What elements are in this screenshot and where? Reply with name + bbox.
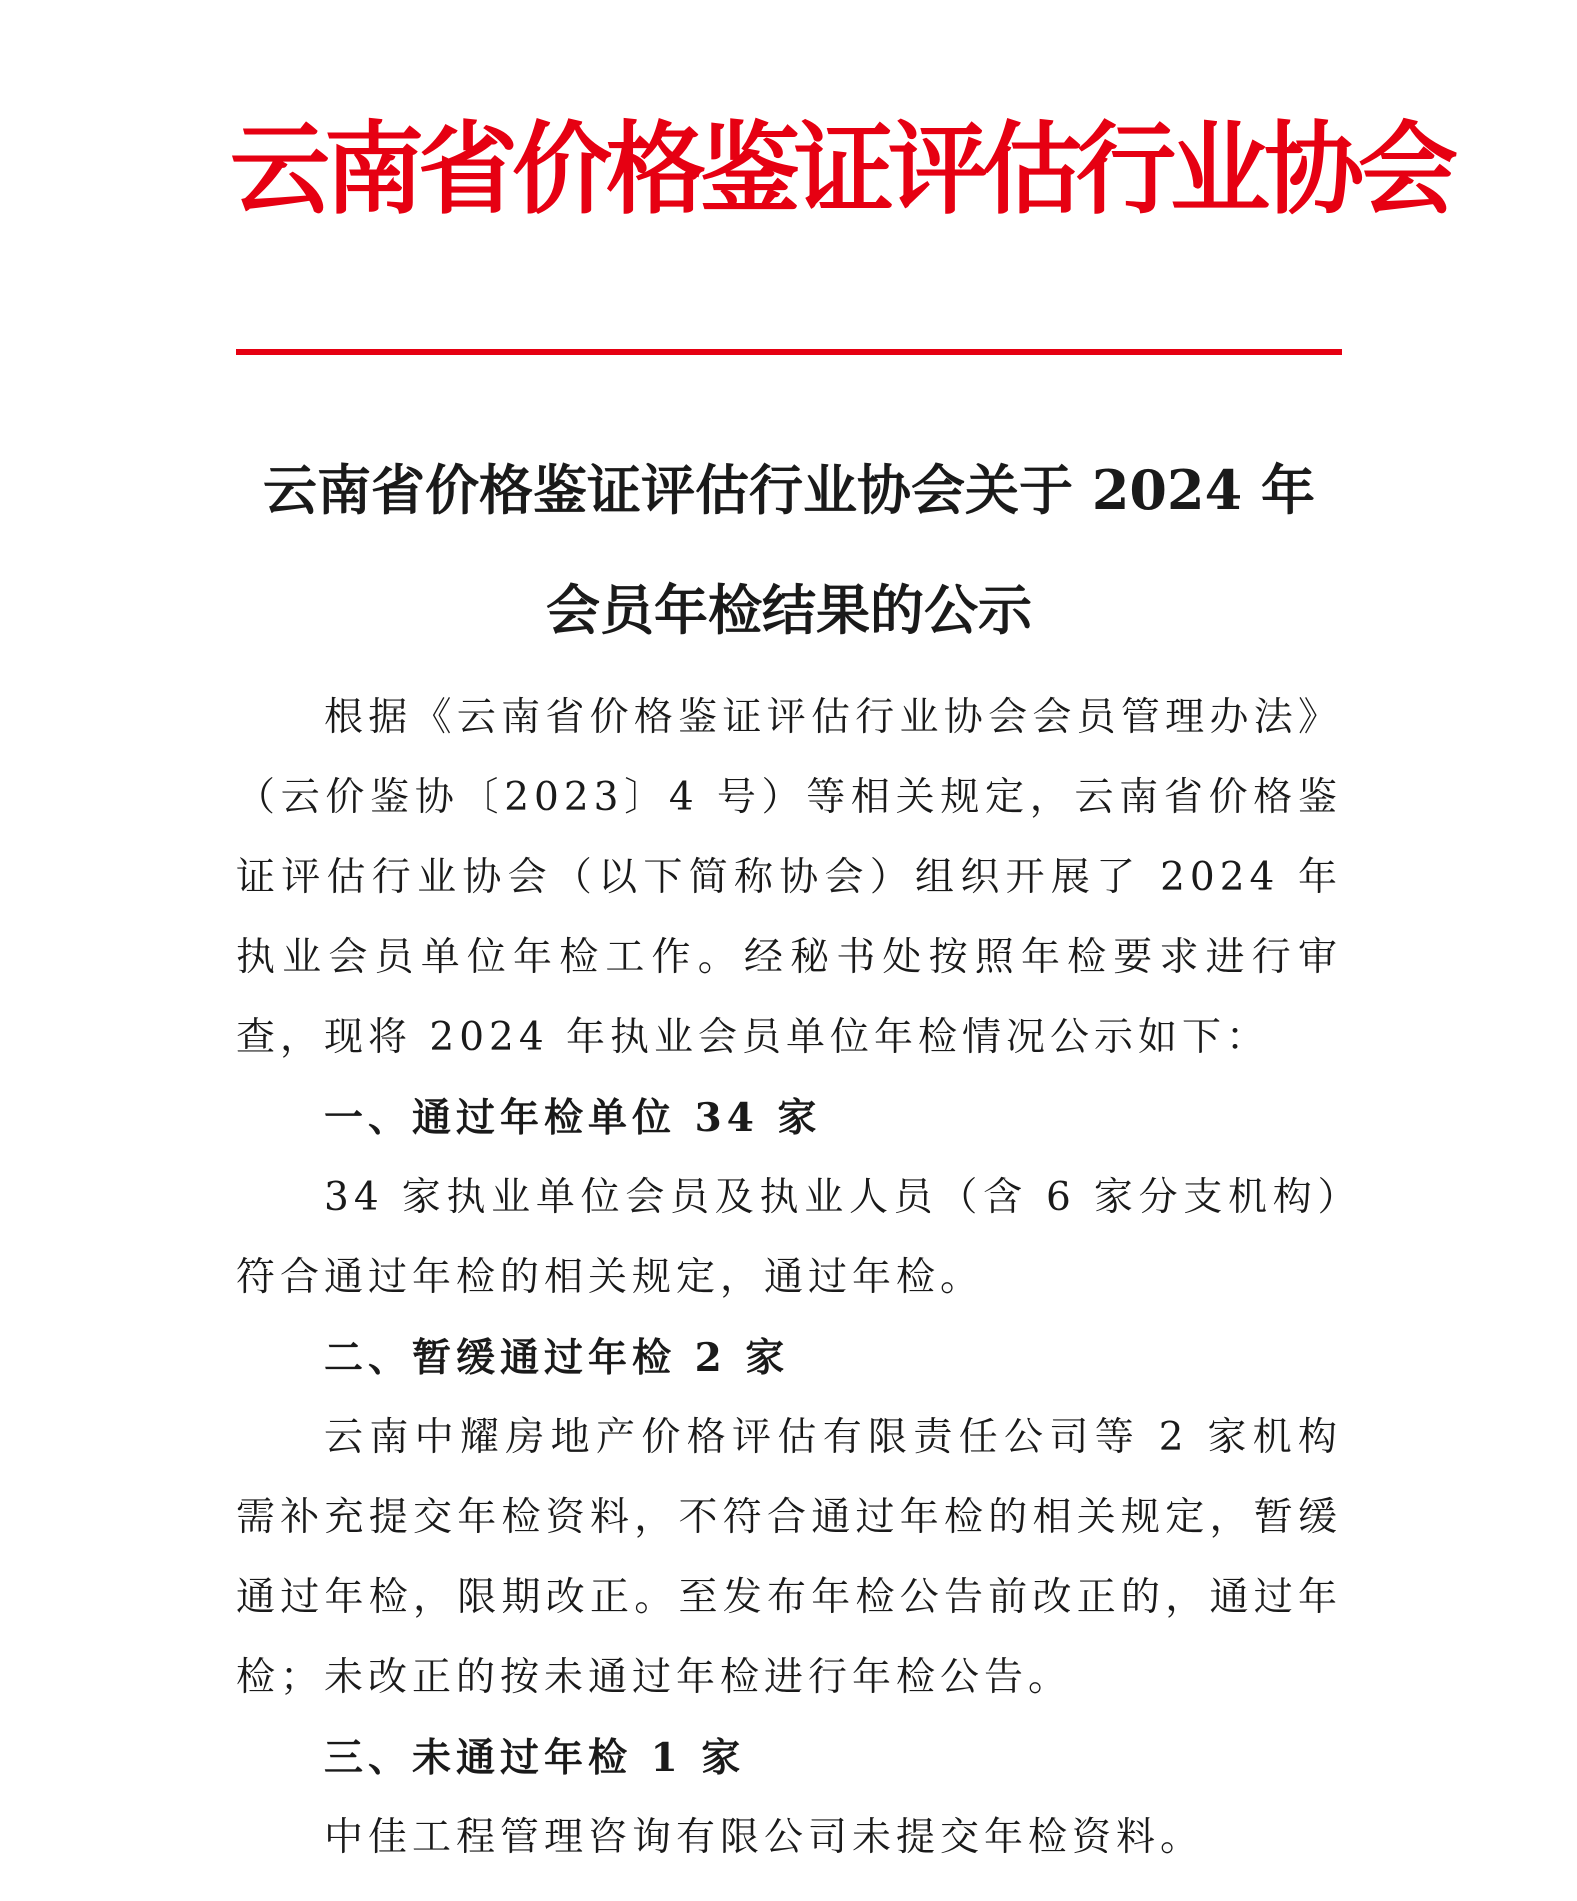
document-body [236,678,1342,1878]
section-3-heading: 三、未通过年检 1 家 [324,1735,746,1781]
section-2-paragraph: 云南中耀房地产价格评估有限责任公司等 2 家机构需补充提交年检资料，不符合通过年检的相关规定，暂缓通过年检，限期改正。至发布年检公告前改正的，通过年检；未改正的按未通过年检进行年检公告。 [236,1415,1342,1700]
document-title-line-1: 云南省价格鉴证评估行业协会关于 2024 年 [263,458,1315,522]
document-title [236,430,1342,670]
document-title-line-2: 会员年检结果的公示 [546,578,1032,642]
section-1-paragraph: 34 家执业单位会员及执业人员（含 6 家分支机构）符合通过年检的相关规定，通过年检。 [236,1175,1342,1300]
intro-paragraph: 根据《云南省价格鉴证评估行业协会会员管理办法》（云价鉴协〔2023〕4 号）等相关规定，云南省价格鉴证评估行业协会（以下简称协会）组织开展了 2024 年执业会员单位年检工作。经秘书处按照年检要求进行审查，现将 2024 年执业会员单位年检情况公示如下： [236,695,1342,1060]
masthead-red-rule [236,349,1342,355]
section-2-heading: 二、暂缓通过年检 2 家 [324,1335,790,1381]
section-1-heading: 一、通过年检单位 34 家 [324,1095,822,1141]
masthead-org-name: 云南省价格鉴证评估行业协会 [230,111,1452,228]
section-3-paragraph: 中佳工程管理咨询有限公司未提交年检资料。 [324,1815,1205,1860]
